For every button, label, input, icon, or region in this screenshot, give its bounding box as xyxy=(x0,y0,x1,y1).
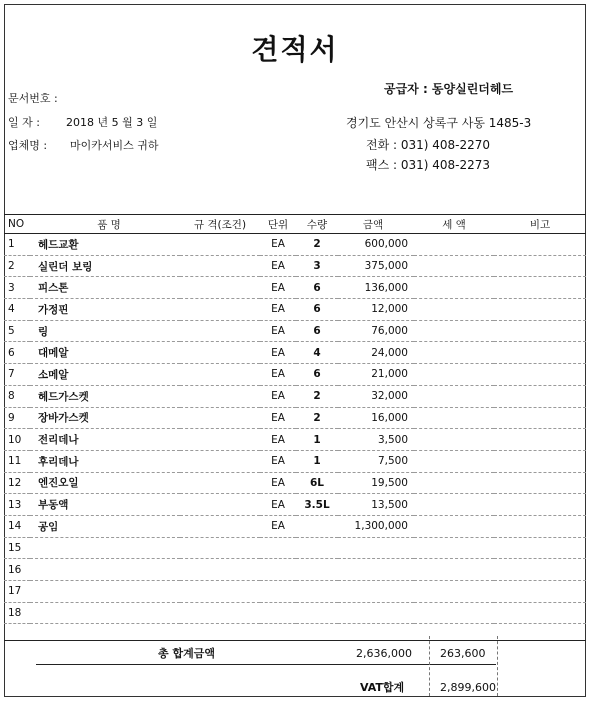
row-unit xyxy=(260,581,296,603)
row-tax xyxy=(414,299,494,321)
tax-column-divider xyxy=(429,636,430,696)
row-no: 4 xyxy=(4,299,30,321)
row-unit: EA xyxy=(260,472,296,494)
row-qty xyxy=(296,602,338,624)
row-spec xyxy=(180,559,260,581)
row-amount: 136,000 xyxy=(338,277,414,299)
row-qty xyxy=(296,515,338,537)
row-qty: 2 xyxy=(296,407,338,429)
header-no: NO xyxy=(4,215,30,234)
row-unit: EA xyxy=(260,364,296,386)
row-spec xyxy=(180,299,260,321)
table-row xyxy=(4,320,586,342)
row-item-name: 후리데나 xyxy=(30,450,180,472)
date-value: 2018 년 5 월 3 일 xyxy=(66,116,158,129)
row-amount: 375,000 xyxy=(338,255,414,277)
table-row xyxy=(4,429,586,451)
row-tax xyxy=(414,342,494,364)
row-unit xyxy=(260,602,296,624)
row-unit: EA xyxy=(260,450,296,472)
row-unit: EA xyxy=(260,320,296,342)
row-no: 12 xyxy=(4,472,30,494)
row-spec xyxy=(180,385,260,407)
row-item-name xyxy=(30,559,180,581)
row-item-name: 헤드가스켓 xyxy=(30,385,180,407)
row-amount: 1,300,000 xyxy=(338,515,414,537)
supplier-name: 공급자 : 동양실린더헤드 xyxy=(384,82,514,96)
row-note xyxy=(494,559,586,581)
table-row xyxy=(4,450,586,472)
row-item-name: 피스톤 xyxy=(30,277,180,299)
row-note xyxy=(494,494,586,516)
row-qty: 2 xyxy=(296,234,338,256)
row-unit: EA xyxy=(260,342,296,364)
row-spec xyxy=(180,537,260,559)
row-no: 16 xyxy=(4,559,30,581)
row-item-name: 부동액 xyxy=(30,494,180,516)
row-item-name xyxy=(30,602,180,624)
row-tax xyxy=(414,320,494,342)
total-amount: 2,636,000 xyxy=(356,647,412,660)
row-amount: 12,000 xyxy=(338,299,414,321)
estimate-table xyxy=(4,214,586,624)
row-amount: 13,500 xyxy=(338,494,414,516)
row-qty xyxy=(296,537,338,559)
row-note xyxy=(494,472,586,494)
row-unit xyxy=(260,537,296,559)
row-item-name xyxy=(30,581,180,603)
row-note xyxy=(494,581,586,603)
row-tax xyxy=(414,385,494,407)
table-row xyxy=(4,537,586,559)
row-spec xyxy=(180,602,260,624)
row-qty: 1 xyxy=(296,429,338,451)
row-note xyxy=(494,515,586,537)
row-spec xyxy=(180,450,260,472)
row-tax xyxy=(414,581,494,603)
row-item-name xyxy=(30,537,180,559)
row-spec xyxy=(180,429,260,451)
row-tax xyxy=(414,234,494,256)
row-note xyxy=(494,342,586,364)
row-note xyxy=(494,255,586,277)
table-row xyxy=(4,581,586,603)
date-label: 일 자 : xyxy=(8,116,40,129)
row-amount xyxy=(338,559,414,581)
header-amount: 금액 xyxy=(338,215,414,234)
row-spec xyxy=(180,581,260,603)
table-header-row xyxy=(4,215,586,234)
row-no: 15 xyxy=(4,537,30,559)
table-row xyxy=(4,277,586,299)
header-qty: 수량 xyxy=(296,215,338,234)
doc-number-label: 문서번호 : xyxy=(8,92,58,105)
row-tax xyxy=(414,494,494,516)
row-spec xyxy=(180,234,260,256)
row-amount: 16,000 xyxy=(338,407,414,429)
row-qty: 6 xyxy=(296,364,338,386)
table-row xyxy=(4,299,586,321)
row-note xyxy=(494,537,586,559)
row-no: 18 xyxy=(4,602,30,624)
document-title: 견적서 xyxy=(251,33,339,66)
row-amount: 32,000 xyxy=(338,385,414,407)
note-column-divider xyxy=(497,636,498,696)
row-no: 14 xyxy=(4,515,30,537)
client-label: 업체명 : xyxy=(8,139,48,152)
vat-total: 2,899,600 xyxy=(440,681,496,694)
row-qty: 3 xyxy=(296,255,338,277)
row-note xyxy=(494,320,586,342)
table-row xyxy=(4,234,586,256)
row-note xyxy=(494,602,586,624)
header-note: 비고 xyxy=(494,215,586,234)
row-item-name: 공임 xyxy=(30,515,180,537)
row-no: 1 xyxy=(4,234,30,256)
row-tax xyxy=(414,559,494,581)
row-no: 6 xyxy=(4,342,30,364)
table-row xyxy=(4,407,586,429)
row-tax xyxy=(414,450,494,472)
table-row xyxy=(4,515,586,537)
row-note xyxy=(494,364,586,386)
row-unit: EA xyxy=(260,515,296,537)
row-amount: 7,500 xyxy=(338,450,414,472)
row-unit: EA xyxy=(260,255,296,277)
row-qty xyxy=(296,581,338,603)
row-unit: EA xyxy=(260,277,296,299)
row-unit: EA xyxy=(260,234,296,256)
table-row xyxy=(4,494,586,516)
row-no: 7 xyxy=(4,364,30,386)
row-qty: 6L xyxy=(296,472,338,494)
row-no: 8 xyxy=(4,385,30,407)
total-label: 총 합계금액 xyxy=(158,647,215,660)
row-note xyxy=(494,450,586,472)
row-unit: EA xyxy=(260,385,296,407)
supplier-fax: 팩스 : 031) 408-2273 xyxy=(366,158,491,172)
total-divider xyxy=(4,640,586,641)
row-no: 3 xyxy=(4,277,30,299)
row-spec xyxy=(180,277,260,299)
row-amount xyxy=(338,581,414,603)
row-spec xyxy=(180,407,260,429)
row-qty: 2 xyxy=(296,385,338,407)
row-qty: 1 xyxy=(296,450,338,472)
row-note xyxy=(494,385,586,407)
row-no: 2 xyxy=(4,255,30,277)
supplier-address: 경기도 안산시 상록구 사동 1485-3 xyxy=(346,116,532,130)
row-unit: EA xyxy=(260,429,296,451)
row-spec xyxy=(180,320,260,342)
row-spec xyxy=(180,342,260,364)
row-spec xyxy=(180,364,260,386)
table-row xyxy=(4,559,586,581)
row-amount: 600,000 xyxy=(338,234,414,256)
row-no: 5 xyxy=(4,320,30,342)
header-unit: 단위 xyxy=(260,215,296,234)
row-item-name: 대메알 xyxy=(30,342,180,364)
supplier-phone: 전화 : 031) 408-2270 xyxy=(366,138,491,152)
row-unit: EA xyxy=(260,407,296,429)
header-name: 품 명 xyxy=(30,215,180,234)
row-qty: 6 xyxy=(296,277,338,299)
vat-label: VAT합계 xyxy=(360,681,405,694)
row-amount: 76,000 xyxy=(338,320,414,342)
row-amount: 24,000 xyxy=(338,342,414,364)
row-no: 10 xyxy=(4,429,30,451)
row-tax xyxy=(414,537,494,559)
row-tax xyxy=(414,364,494,386)
row-no: 17 xyxy=(4,581,30,603)
table-row xyxy=(4,602,586,624)
row-no: 11 xyxy=(4,450,30,472)
row-qty xyxy=(296,559,338,581)
row-tax xyxy=(414,429,494,451)
row-qty: 3.5L xyxy=(296,494,338,516)
row-item-name: 엔진오일 xyxy=(30,472,180,494)
row-tax xyxy=(414,472,494,494)
row-item-name: 링 xyxy=(30,320,180,342)
row-amount: 21,000 xyxy=(338,364,414,386)
table-row xyxy=(4,342,586,364)
row-tax xyxy=(414,407,494,429)
total-tax: 263,600 xyxy=(440,647,486,660)
row-spec xyxy=(180,472,260,494)
table-row xyxy=(4,255,586,277)
table-row xyxy=(4,472,586,494)
row-item-name: 장바가스켓 xyxy=(30,407,180,429)
row-amount: 3,500 xyxy=(338,429,414,451)
row-item-name: 전리데나 xyxy=(30,429,180,451)
row-note xyxy=(494,429,586,451)
row-spec xyxy=(180,515,260,537)
row-tax xyxy=(414,515,494,537)
row-spec xyxy=(180,255,260,277)
row-amount: 19,500 xyxy=(338,472,414,494)
row-item-name: 가정핀 xyxy=(30,299,180,321)
row-no: 13 xyxy=(4,494,30,516)
total-underline xyxy=(36,664,496,665)
table-row xyxy=(4,364,586,386)
row-tax xyxy=(414,277,494,299)
row-unit: EA xyxy=(260,494,296,516)
row-amount xyxy=(338,602,414,624)
table-row xyxy=(4,385,586,407)
row-qty: 6 xyxy=(296,299,338,321)
row-no: 9 xyxy=(4,407,30,429)
header-tax: 세 액 xyxy=(414,215,494,234)
row-note xyxy=(494,234,586,256)
row-tax xyxy=(414,602,494,624)
row-note xyxy=(494,299,586,321)
row-unit: EA xyxy=(260,299,296,321)
row-item-name: 실린더 보링 xyxy=(30,255,180,277)
client-value: 마이카서비스 귀하 xyxy=(70,139,159,152)
row-qty: 6 xyxy=(296,320,338,342)
row-unit xyxy=(260,559,296,581)
row-spec xyxy=(180,494,260,516)
row-amount xyxy=(338,537,414,559)
row-qty: 4 xyxy=(296,342,338,364)
row-note xyxy=(494,407,586,429)
row-item-name: 소메알 xyxy=(30,364,180,386)
row-tax xyxy=(414,255,494,277)
row-note xyxy=(494,277,586,299)
row-item-name: 헤드교환 xyxy=(30,234,180,256)
header-spec: 규 격(조건) xyxy=(180,215,260,234)
